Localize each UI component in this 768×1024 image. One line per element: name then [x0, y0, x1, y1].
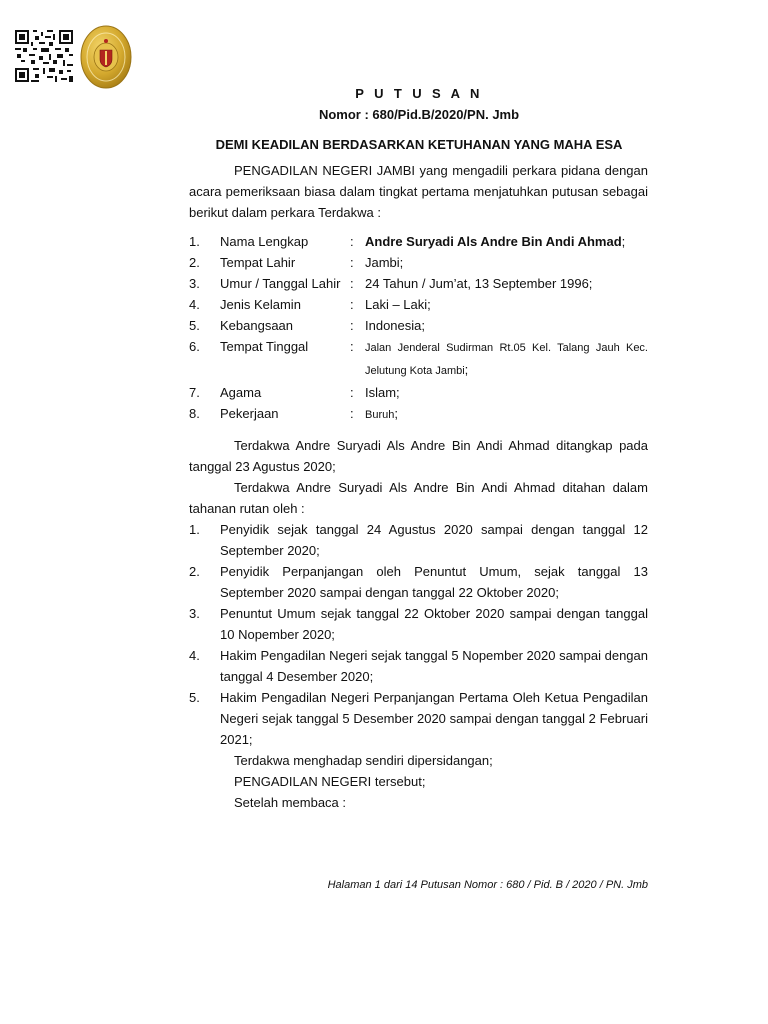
closing-statement: PENGADILAN NEGERI tersebut; [234, 774, 426, 789]
qr-code-icon [15, 30, 73, 82]
identity-row: 1. Nama Lengkap : Andre Suryadi Als Andre Bin Andi Ahmad; [189, 234, 626, 249]
occupation-text: Buruh [365, 409, 395, 421]
list-item: 4. Hakim Pengadilan Negeri sejak tanggal 5 Nopember 2020 sampai dengan tanggal 4 Desember 2020; [189, 648, 648, 684]
case-number: Nomor : 680/Pid.B/2020/PN. Jmb [318, 107, 520, 122]
page-footer: Halaman 1 dari 14 Putusan Nomor : 680 / Pid. B / 2020 / PN. Jmb [327, 879, 648, 891]
list-item: 1. Penyidik sejak tanggal 24 Agustus 2020 sampai dengan tanggal 12 September 2020; [189, 522, 648, 558]
list-item: 5. Hakim Pengadilan Negeri Perpanjangan Pertama Oleh Ketua Pengadilan Negeri sejak tanggal 5 Desember 2020 sampai dengan tanggal 2 Februari 2021; [189, 690, 648, 747]
list-item: 3. Penuntut Umum sejak tanggal 22 Oktober 2020 sampai dengan tanggal 10 Nopember 2020; [189, 606, 648, 642]
identity-row: 4. Jenis Kelamin : Laki – Laki; [189, 297, 431, 312]
detention-list [189, 519, 648, 750]
address-text: Jalan Jenderal Sudirman Rt.05 Kel. Talang Jauh Kec. Jelutung Kota Jambi [365, 342, 648, 377]
identity-row: 3. Umur / Tanggal Lahir : 24 Tahun / Jum’at, 13 September 1996; [189, 276, 593, 291]
closing-statement: Terdakwa menghadap sendiri dipersidangan; [234, 753, 493, 768]
defendant-name: Andre Suryadi Als Andre Bin Andi Ahmad [365, 234, 622, 249]
identity-row: 5. Kebangsaan : Indonesia; [189, 318, 425, 333]
arrest-paragraph: Terdakwa Andre Suryadi Als Andre Bin Andi Ahmad ditangkap pada tanggal 23 Agustus 2020; [189, 438, 648, 474]
list-item: 2. Penyidik Perpanjangan oleh Penuntut Umum, sejak tanggal 13 September 2020 sampai dengan tanggal 22 Oktober 2020; [189, 564, 648, 600]
identity-row: 8. Pekerjaan : Buruh; [189, 406, 398, 421]
document-title: P U T U S A N [355, 86, 483, 101]
closing-statement: Setelah membaca : [234, 795, 347, 810]
court-seal-icon [80, 24, 132, 90]
detention-intro-paragraph: Terdakwa Andre Suryadi Als Andre Bin Andi Ahmad ditahan dalam tahanan rutan oleh : [189, 480, 648, 516]
invocation-heading: DEMI KEADILAN BERDASARKAN KETUHANAN YANG MAHA ESA [215, 137, 623, 152]
intro-paragraph: PENGADILAN NEGERI JAMBI yang mengadili perkara pidana dengan acara pemeriksaan biasa dalam tingkat pertama menjatuhkan putusan sebagai berikut dalam perkara Terdakwa : [189, 163, 648, 220]
identity-row: 2. Tempat Lahir : Jambi; [189, 255, 404, 270]
identity-row: 6. Tempat Tinggal : Jalan Jenderal Sudirman Rt.05 Kel. Talang Jauh Kec. Jelutung Kota Jambi; [189, 339, 648, 377]
document-body [189, 160, 648, 813]
identity-row: 7. Agama : Islam; [189, 385, 400, 400]
defendant-identity-table [189, 231, 648, 426]
